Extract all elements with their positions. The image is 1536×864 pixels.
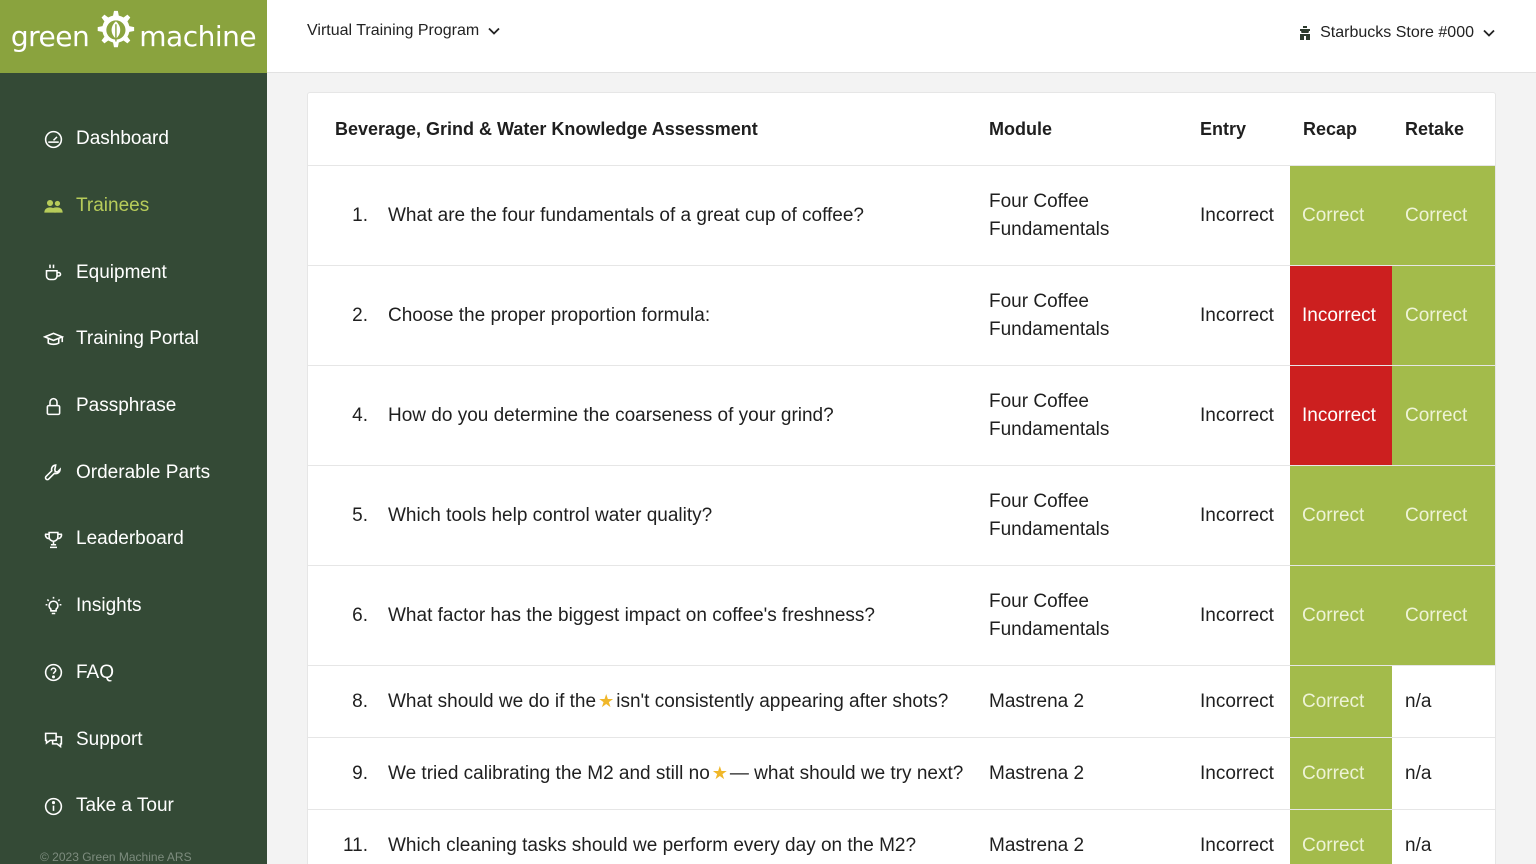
copyright-text: © 2023 Green Machine ARS [40,850,192,864]
sidebar-item-label: Insights [76,595,142,617]
table-title: Beverage, Grind & Water Knowledge Assessment [335,118,758,139]
brand-logo[interactable] [0,0,267,73]
coffee-cup-icon [41,261,65,285]
column-header-retake[interactable]: Retake [1405,118,1465,139]
recap-result: Correct [1290,166,1392,265]
table-row[interactable] [308,809,1496,864]
entry-result: Incorrect [1200,404,1274,426]
topbar [267,0,1536,73]
star-icon: ★ [598,691,615,711]
gauge-icon [41,127,65,151]
question-number: 2. [352,304,368,326]
question-number: 1. [352,204,368,226]
question-text [388,666,968,737]
sidebar-item-passphrase[interactable] [0,373,267,440]
assessment-table [307,92,1496,864]
question-text-part: We tried calibrating the M2 and still no [388,762,710,784]
info-circle-icon [41,794,65,818]
module-cell [989,166,1179,265]
sidebar-item-label: Training Portal [76,328,199,350]
sidebar-item-take-a-tour[interactable] [0,773,267,840]
brand-word-green: green [10,20,90,53]
store-icon [1297,25,1313,41]
sidebar-item-label: Orderable Parts [76,461,211,483]
sidebar-item-support[interactable] [0,706,267,773]
module-cell: Mastrena 2 [989,762,1085,784]
sidebar [0,0,267,864]
retake-result: Correct [1392,166,1496,265]
chat-bubbles-icon [41,728,65,752]
entry-result: Incorrect [1200,834,1274,856]
table-row[interactable] [308,465,1496,565]
trophy-icon [41,527,65,551]
question-circle-icon [41,661,65,685]
question-number: 5. [352,504,368,526]
table-row[interactable] [308,737,1496,809]
table-row[interactable] [308,265,1496,365]
gear-leaf-icon [91,7,137,53]
retake-result: Correct [1392,366,1496,465]
sidebar-item-insights[interactable] [0,573,267,640]
retake-result: n/a [1405,834,1432,856]
store-dropdown[interactable] [1297,24,1496,42]
question-number: 9. [352,762,368,784]
table-row[interactable] [308,165,1496,265]
question-text: Which cleaning tasks should we perform every day on the M2? [388,834,917,856]
sidebar-item-orderable-parts[interactable] [0,439,267,506]
question-number: 6. [352,604,368,626]
module-cell: Mastrena 2 [989,834,1085,856]
store-dropdown-label: Starbucks Store #000 [1320,24,1474,41]
entry-result: Incorrect [1200,690,1274,712]
question-text [388,738,968,809]
module-cell: Mastrena 2 [989,690,1085,712]
recap-result: Incorrect [1290,266,1392,365]
module-line: Fundamentals [989,418,1110,440]
brand-wordmark [11,20,256,53]
question-number: 4. [352,404,368,426]
question-text-part: isn't consistently appearing after shots? [616,690,949,712]
brand-word-machine: machine [139,20,257,53]
entry-result: Incorrect [1200,504,1274,526]
sidebar-item-training-portal[interactable] [0,306,267,373]
question-number: 8. [352,690,368,712]
recap-result: Correct [1290,738,1392,809]
question-text: How do you determine the coarseness of your grind? [388,404,834,426]
entry-result: Incorrect [1200,604,1274,626]
module-line: Fundamentals [989,218,1110,240]
table-row[interactable] [308,365,1496,465]
sidebar-nav [0,106,267,840]
table-header-row [308,93,1496,165]
sidebar-item-label: Passphrase [76,395,177,417]
module-cell [989,366,1179,465]
question-text: What factor has the biggest impact on coffee's freshness? [388,604,875,626]
users-icon [41,194,65,218]
sidebar-item-faq[interactable] [0,640,267,707]
sidebar-item-label: Dashboard [76,128,169,150]
recap-result: Correct [1290,810,1392,864]
star-icon: ★ [711,763,728,783]
retake-result: Correct [1392,466,1496,565]
question-text-part: — what should we try next? [729,762,964,784]
recap-result: Correct [1290,666,1392,737]
module-cell [989,466,1179,565]
module-line: Four Coffee [989,490,1089,512]
question-text: Choose the proper proportion formula: [388,304,711,326]
chevron-down-icon [487,24,501,38]
module-line: Four Coffee [989,190,1089,212]
recap-result: Correct [1290,566,1392,665]
retake-result: Correct [1392,566,1496,665]
module-line: Four Coffee [989,590,1089,612]
question-number: 11. [342,834,368,856]
sidebar-item-label: FAQ [76,661,115,683]
module-line: Fundamentals [989,318,1110,340]
question-text: What are the four fundamentals of a great cup of coffee? [388,204,865,226]
module-cell [989,266,1179,365]
module-line: Fundamentals [989,618,1110,640]
module-line: Four Coffee [989,390,1089,412]
sidebar-item-label: Take a Tour [76,795,174,817]
table-row[interactable] [308,565,1496,665]
graduation-cap-icon [41,327,65,351]
program-dropdown-label: Virtual Training Program [307,22,480,39]
sidebar-item-label: Trainees [76,195,150,217]
entry-result: Incorrect [1200,304,1274,326]
retake-result: n/a [1405,690,1432,712]
question-text-part: What should we do if the [388,690,597,712]
lightbulb-icon [41,594,65,618]
column-header-recap[interactable]: Recap [1303,118,1358,139]
entry-result: Incorrect [1200,762,1274,784]
wrench-icon [41,461,65,485]
recap-result: Incorrect [1290,366,1392,465]
recap-result: Correct [1290,466,1392,565]
sidebar-item-dashboard[interactable] [0,106,267,173]
sidebar-item-label: Leaderboard [76,528,184,550]
column-header-module[interactable]: Module [989,119,1052,139]
column-header-entry[interactable]: Entry [1200,118,1247,139]
sidebar-item-label: Support [76,728,143,750]
sidebar-item-label: Equipment [76,261,167,283]
lock-icon [41,394,65,418]
module-cell [989,566,1179,665]
chevron-down-icon [1482,26,1496,40]
module-line: Four Coffee [989,290,1089,312]
sidebar-item-equipment[interactable] [0,239,267,306]
question-text: Which tools help control water quality? [388,504,713,526]
retake-result: n/a [1405,762,1432,784]
table-row[interactable] [308,665,1496,737]
program-dropdown[interactable] [307,22,501,40]
sidebar-item-leaderboard[interactable] [0,506,267,573]
entry-result: Incorrect [1200,204,1274,226]
retake-result: Correct [1392,266,1496,365]
module-line: Fundamentals [989,518,1110,540]
sidebar-item-trainees[interactable] [0,173,267,240]
